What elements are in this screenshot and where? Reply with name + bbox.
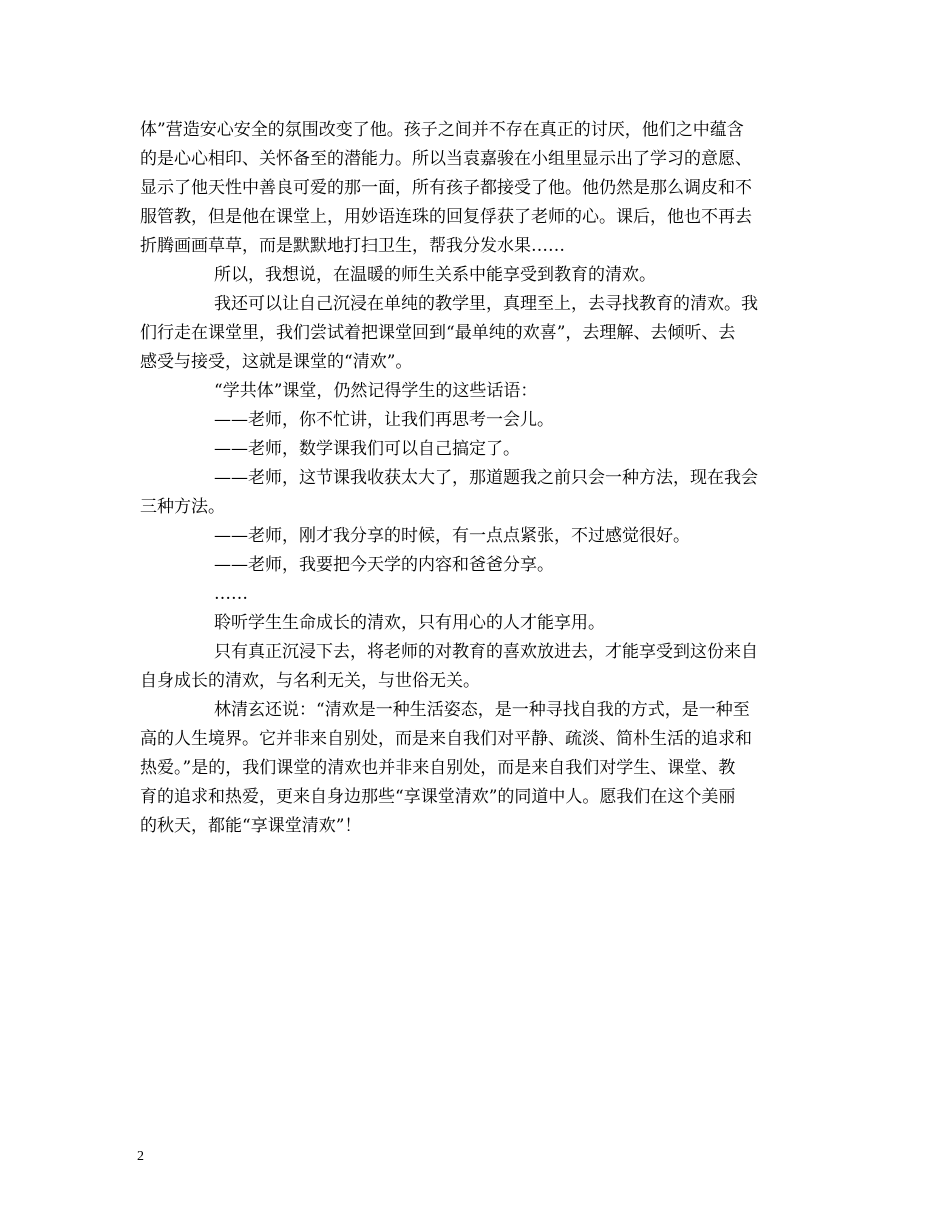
text-line: 服管教，但是他在课堂上，用妙语连珠的回复俘获了老师的心。课后，他也不再去 xyxy=(140,207,752,227)
text-line: 的秋天，都能“享课堂清欢”！ xyxy=(140,816,362,836)
text-line: ——老师，刚才我分享的时候，有一点点紧张，不过感觉很好。 xyxy=(214,526,690,546)
text-line: 感受与接受，这就是课堂的“清欢”。 xyxy=(140,352,413,372)
text-line: 们行走在课堂里，我们尝试着把课堂回到“最单纯的欢喜”，去理解、去倾听、去 xyxy=(140,323,736,343)
text-line: 高的人生境界。它并非来自别处，而是来自我们对平静、疏淡、简朴生活的追求和 xyxy=(140,729,752,749)
text-line: 显示了他天性中善良可爱的那一面，所有孩子都接受了他。他仍然是那么调皮和不 xyxy=(140,178,752,198)
document-body xyxy=(140,116,820,841)
text-line: 三种方法。 xyxy=(140,497,225,517)
text-line: 育的追求和热爱，更来自身边那些“享课堂清欢”的同道中人。愿我们在这个美丽 xyxy=(140,787,736,807)
text-line: ——老师，你不忙讲，让我们再思考一会儿。 xyxy=(214,410,554,430)
text-line: ——老师，这节课我收获太大了，那道题我之前只会一种方法，现在我会 xyxy=(214,468,758,488)
text-line: 体”营造安心安全的氛围改变了他。孩子之间并不存在真正的讨厌，他们之中蕴含 xyxy=(140,120,744,140)
text-line: “学共体”课堂，仍然记得学生的这些话语： xyxy=(214,381,538,401)
text-line: 热爱。”是的，我们课堂的清欢也并非来自别处，而是来自我们对学生、课堂、教 xyxy=(140,758,736,778)
text-line: 折腾画画草草，而是默默地打扫卫生，帮我分发水果…… xyxy=(140,236,565,256)
text-line: …… xyxy=(214,584,248,604)
text-line: 只有真正沉浸下去，将老师的对教育的喜欢放进去，才能享受到这份来自 xyxy=(214,642,758,662)
text-line: 自身成长的清欢，与名利无关，与世俗无关。 xyxy=(140,671,480,691)
text-line: ——老师，数学课我们可以自己搞定了。 xyxy=(214,439,520,459)
text-line: 聆听学生生命成长的清欢，只有用心的人才能享用。 xyxy=(214,613,605,633)
text-line: 的是心心相印、关怀备至的潜能力。所以当袁嘉骏在小组里显示出了学习的意愿、 xyxy=(140,149,752,169)
page-number: 2 xyxy=(137,1149,144,1164)
text-line: 所以，我想说，在温暖的师生关系中能享受到教育的清欢。 xyxy=(214,265,656,285)
text-line: ——老师，我要把今天学的内容和爸爸分享。 xyxy=(214,555,554,575)
text-line: 我还可以让自己沉浸在单纯的教学里，真理至上，去寻找教育的清欢。我 xyxy=(214,294,758,314)
text-line: 林清玄还说：“清欢是一种生活姿态，是一种寻找自我的方式，是一种至 xyxy=(214,700,750,720)
